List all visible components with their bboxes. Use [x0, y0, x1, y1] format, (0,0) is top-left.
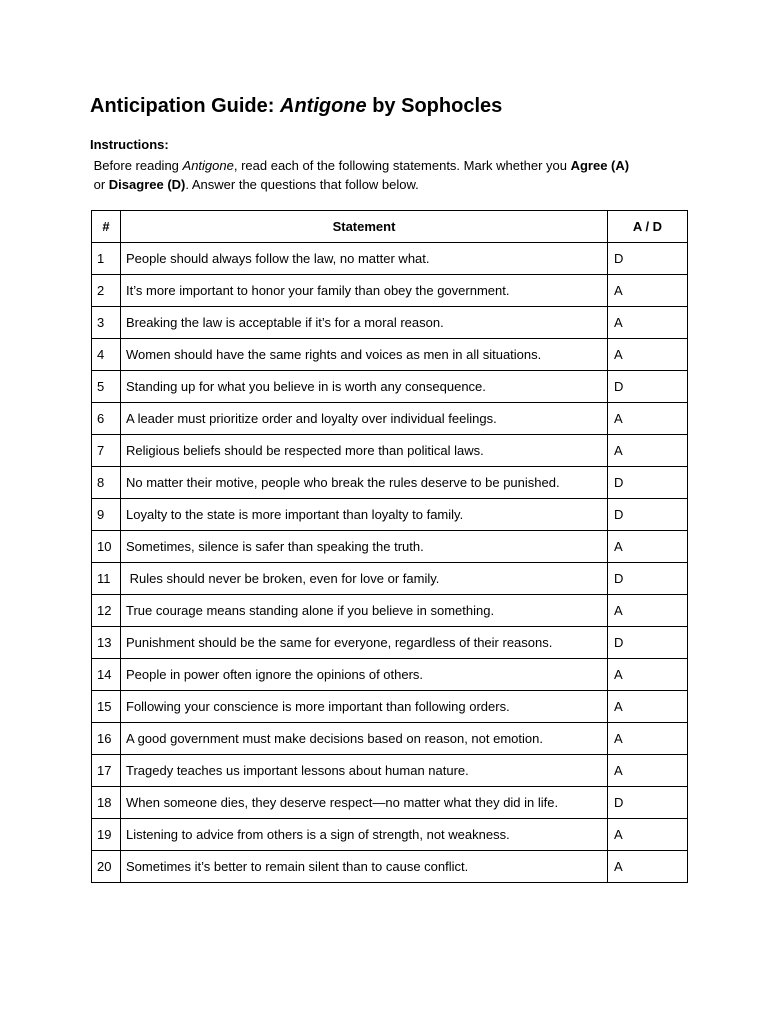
- row-agree-disagree-answer: A: [608, 755, 688, 787]
- row-statement: Punishment should be the same for everyone, regardless of their reasons.: [121, 627, 608, 659]
- row-statement: Loyalty to the state is more important than loyalty to family.: [121, 499, 608, 531]
- instructions-part1: Before reading: [90, 158, 183, 173]
- row-agree-disagree-answer: A: [608, 595, 688, 627]
- row-agree-disagree-answer: A: [608, 819, 688, 851]
- table-row: [92, 499, 688, 531]
- page-title: [90, 92, 502, 120]
- row-agree-disagree-answer: A: [608, 307, 688, 339]
- header-statement: Statement: [121, 211, 608, 243]
- row-statement: It’s more important to honor your family than obey the government.: [121, 275, 608, 307]
- row-agree-disagree-answer: D: [608, 499, 688, 531]
- header-agree-disagree: A / D: [608, 211, 688, 243]
- title-suffix: by Sophocles: [366, 95, 503, 117]
- table-row: [92, 243, 688, 275]
- row-number: 1: [92, 243, 121, 275]
- table-header-row: [92, 211, 688, 243]
- row-agree-disagree-answer: A: [608, 723, 688, 755]
- row-statement: Tragedy teaches us important lessons about human nature.: [121, 755, 608, 787]
- row-number: 19: [92, 819, 121, 851]
- row-statement: People should always follow the law, no matter what.: [121, 243, 608, 275]
- row-number: 5: [92, 371, 121, 403]
- anticipation-table: [91, 210, 688, 883]
- row-agree-disagree-answer: D: [608, 371, 688, 403]
- table-row: [92, 531, 688, 563]
- row-statement: People in power often ignore the opinions of others.: [121, 659, 608, 691]
- table-row: [92, 659, 688, 691]
- row-statement: When someone dies, they deserve respect—no matter what they did in life.: [121, 787, 608, 819]
- row-number: 13: [92, 627, 121, 659]
- row-number: 11: [92, 563, 121, 595]
- instructions-part4: . Answer the questions that follow below.: [185, 177, 419, 192]
- row-number: 18: [92, 787, 121, 819]
- row-statement: No matter their motive, people who break the rules deserve to be punished.: [121, 467, 608, 499]
- instructions-agree-label: Agree (A): [570, 158, 630, 173]
- row-agree-disagree-answer: A: [608, 659, 688, 691]
- row-agree-disagree-answer: D: [608, 787, 688, 819]
- table-row: [92, 595, 688, 627]
- table-row: [92, 307, 688, 339]
- row-statement: Following your conscience is more important than following orders.: [121, 691, 608, 723]
- row-agree-disagree-answer: D: [608, 467, 688, 499]
- table-row: [92, 819, 688, 851]
- row-statement: A leader must prioritize order and loyalty over individual feelings.: [121, 403, 608, 435]
- table-row: [92, 467, 688, 499]
- table-row: [92, 435, 688, 467]
- table-row: [92, 275, 688, 307]
- row-number: 8: [92, 467, 121, 499]
- row-number: 2: [92, 275, 121, 307]
- row-number: 4: [92, 339, 121, 371]
- row-agree-disagree-answer: A: [608, 435, 688, 467]
- row-number: 14: [92, 659, 121, 691]
- row-statement: Rules should never be broken, even for love or family.: [121, 563, 608, 595]
- row-agree-disagree-answer: D: [608, 243, 688, 275]
- row-number: 20: [92, 851, 121, 883]
- instructions-heading: Instructions:: [90, 137, 169, 152]
- row-statement: Standing up for what you believe in is worth any consequence.: [121, 371, 608, 403]
- row-statement: True courage means standing alone if you believe in something.: [121, 595, 608, 627]
- row-agree-disagree-answer: A: [608, 531, 688, 563]
- table-row: [92, 371, 688, 403]
- title-prefix: Anticipation Guide:: [90, 95, 280, 117]
- row-agree-disagree-answer: A: [608, 339, 688, 371]
- row-number: 12: [92, 595, 121, 627]
- row-number: 3: [92, 307, 121, 339]
- row-agree-disagree-answer: A: [608, 691, 688, 723]
- row-number: 16: [92, 723, 121, 755]
- table-row: [92, 787, 688, 819]
- row-statement: Breaking the law is acceptable if it’s for a moral reason.: [121, 307, 608, 339]
- row-statement: A good government must make decisions based on reason, not emotion.: [121, 723, 608, 755]
- row-number: 17: [92, 755, 121, 787]
- row-agree-disagree-answer: A: [608, 275, 688, 307]
- row-number: 7: [92, 435, 121, 467]
- header-number: #: [92, 211, 121, 243]
- instructions-text: [90, 156, 690, 194]
- instructions-part2: , read each of the following statements. Mark whether you: [233, 158, 571, 173]
- table-row: [92, 755, 688, 787]
- table-body: [92, 243, 688, 883]
- instructions-part3: or: [90, 177, 109, 192]
- row-agree-disagree-answer: D: [608, 563, 688, 595]
- row-number: 6: [92, 403, 121, 435]
- row-number: 10: [92, 531, 121, 563]
- table-row: [92, 723, 688, 755]
- table-row: [92, 403, 688, 435]
- row-statement: Listening to advice from others is a sign of strength, not weakness.: [121, 819, 608, 851]
- row-agree-disagree-answer: A: [608, 851, 688, 883]
- row-statement: Religious beliefs should be respected more than political laws.: [121, 435, 608, 467]
- table-row: [92, 563, 688, 595]
- instructions-italic-work: Antigone: [182, 158, 234, 173]
- row-agree-disagree-answer: D: [608, 627, 688, 659]
- instructions-disagree-label: Disagree (D): [108, 177, 186, 192]
- table-row: [92, 691, 688, 723]
- row-agree-disagree-answer: A: [608, 403, 688, 435]
- table-row: [92, 627, 688, 659]
- row-statement: Sometimes it’s better to remain silent than to cause conflict.: [121, 851, 608, 883]
- row-number: 15: [92, 691, 121, 723]
- row-statement: Women should have the same rights and voices as men in all situations.: [121, 339, 608, 371]
- row-number: 9: [92, 499, 121, 531]
- table-row: [92, 851, 688, 883]
- row-statement: Sometimes, silence is safer than speaking the truth.: [121, 531, 608, 563]
- table-row: [92, 339, 688, 371]
- title-italic-work: Antigone: [280, 95, 367, 117]
